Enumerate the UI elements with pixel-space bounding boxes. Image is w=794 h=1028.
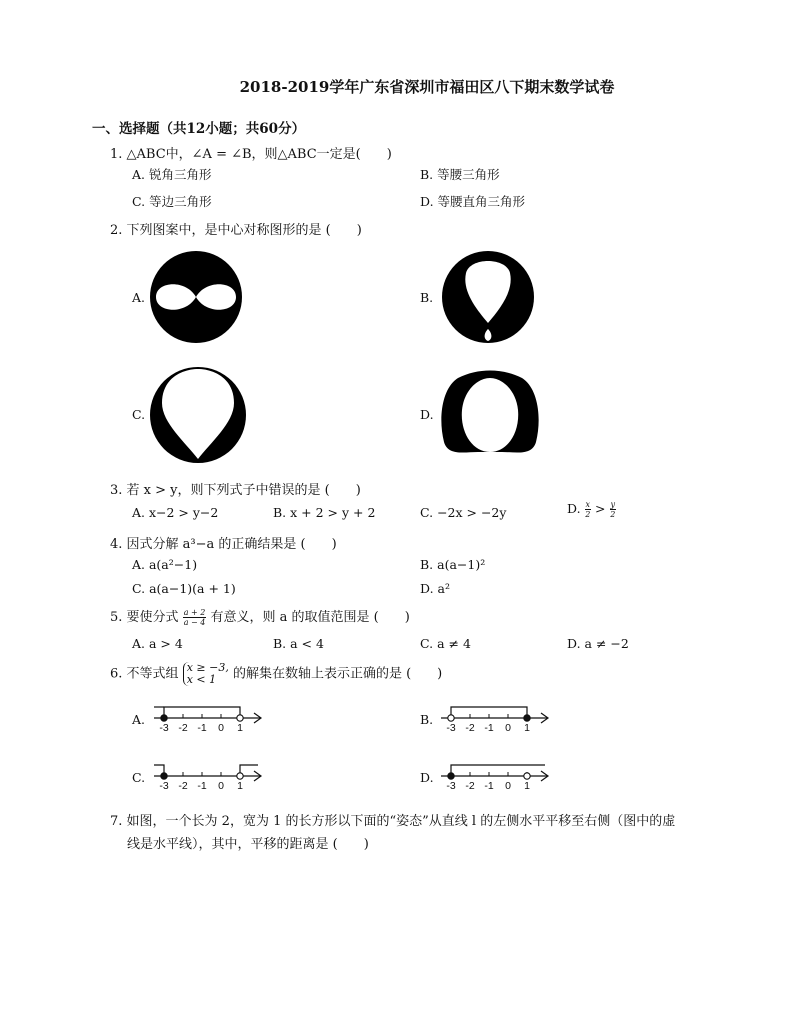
tick-label: -2	[178, 722, 188, 734]
q1-option-b[interactable]: B. 等腰三角形	[420, 167, 500, 182]
q6-option-b-label[interactable]: B.	[420, 712, 434, 727]
tick-label: -1	[484, 722, 494, 734]
tick-label: 1	[524, 780, 530, 792]
figure-drop-circle	[148, 363, 248, 467]
endpoint-1	[237, 715, 243, 721]
q6-option-d-label[interactable]: D.	[420, 770, 434, 785]
q5-option-a[interactable]: A. a > 4	[132, 636, 183, 651]
q5-option-b[interactable]: B. a < 4	[273, 636, 324, 651]
q6-stem-post: 的解集在数轴上表示正确的是 ( )	[232, 666, 443, 682]
tick-label: 0	[218, 780, 224, 792]
q3-d-right-fraction: $\frac{y}{2}$	[610, 500, 616, 519]
q6-option-c-label[interactable]: C.	[132, 770, 146, 785]
figure-arch-blob	[438, 368, 542, 464]
q2-option-a-label[interactable]: A.	[132, 290, 146, 305]
endpoint-minus-3	[448, 715, 454, 721]
q3-d-left-fraction: $\frac{x}{2}$	[585, 500, 591, 519]
tick-label: -3	[159, 780, 169, 792]
tick-label: -2	[465, 722, 475, 734]
tick-label: 0	[218, 722, 224, 734]
figure-infinity-circle	[148, 249, 244, 345]
solution-ray-right	[451, 765, 545, 776]
q3-option-a[interactable]: A. x−2 > y−2	[132, 505, 219, 520]
tick-label: 1	[524, 722, 530, 734]
tick-label: 1	[237, 780, 243, 792]
endpoint-1	[524, 773, 530, 779]
endpoint-minus-3	[448, 773, 454, 779]
q2-stem: 2. 下列图案中，是中心对称图形的是 ( )	[110, 223, 362, 238]
q1-option-d[interactable]: D. 等腰直角三角形	[420, 194, 526, 209]
tick-label: -2	[178, 780, 188, 792]
tick-label: -3	[446, 780, 456, 792]
tick-label: 0	[505, 780, 511, 792]
q2-option-c-label[interactable]: C.	[132, 407, 146, 422]
tick-label: -3	[446, 722, 456, 734]
q3-option-d-label: D.	[567, 501, 581, 516]
q5-fraction: $\frac{a + 2}{a - 4}$	[183, 608, 206, 627]
number-line-c	[150, 756, 270, 796]
q5-option-d[interactable]: D. a ≠ −2	[567, 636, 629, 651]
number-line-b	[437, 698, 557, 738]
q4-option-c[interactable]: C. a(a−1)(a + 1)	[132, 581, 236, 596]
tick-label: -1	[197, 780, 207, 792]
endpoint-1	[237, 773, 243, 779]
tick-label: -3	[159, 722, 169, 734]
endpoint-1	[524, 715, 530, 721]
number-line-d	[437, 756, 557, 796]
tick-label: 0	[505, 722, 511, 734]
q6-option-a-label[interactable]: A.	[132, 712, 146, 727]
q4-option-b[interactable]: B. a(a−1)²	[420, 557, 486, 572]
q3-option-d[interactable]	[567, 500, 616, 519]
number-line-a	[150, 698, 270, 738]
q4-stem: 4. 因式分解 a³−a 的正确结果是 ( )	[110, 537, 337, 552]
q2-option-d-label[interactable]: D.	[420, 407, 434, 422]
q5-stem	[110, 606, 410, 627]
q1-option-a[interactable]: A. 锐角三角形	[132, 167, 212, 182]
q4-option-a[interactable]: A. a(a²−1)	[132, 557, 198, 572]
q6-stem-pre: 6. 不等式组	[110, 666, 179, 682]
endpoint-minus-3	[161, 773, 167, 779]
section-heading: 一、选择题（共12小题；共60分）	[92, 121, 306, 137]
q1-stem: 1. △ABC中，∠A = ∠B，则△ABC一定是( )	[110, 147, 392, 162]
q3-option-b[interactable]: B. x + 2 > y + 2	[273, 505, 376, 520]
page-title: 2018-2019学年广东省深圳市福田区八下期末数学试卷	[239, 78, 615, 96]
q7-line2: 线是水平线），其中，平移的距离是 ( )	[127, 837, 369, 852]
q3-option-c[interactable]: C. −2x > −2y	[420, 505, 507, 520]
q3-d-operator: >	[595, 501, 606, 516]
q3-stem: 3. 若 x > y，则下列式子中错误的是 ( )	[110, 483, 361, 498]
tick-label: -1	[197, 722, 207, 734]
q1-option-c[interactable]: C. 等边三角形	[132, 194, 212, 209]
q6-stem	[110, 662, 442, 686]
endpoint-minus-3	[161, 715, 167, 721]
q6-inequality-system: x ≥ −3, x < 1	[183, 662, 229, 686]
figure-teardrop-circle	[440, 247, 536, 347]
tick-label: 1	[237, 722, 243, 734]
tick-label: -1	[484, 780, 494, 792]
q5-stem-post: 有意义，则 a 的取值范围是 ( )	[210, 610, 410, 625]
q5-option-c[interactable]: C. a ≠ 4	[420, 636, 471, 651]
q5-stem-pre: 5. 要使分式	[110, 610, 179, 625]
q7-line1: 7. 如图，一个长为 2，宽为 1 的长方形以下面的“姿态”从直线 l 的左侧水平平移至右侧（图中的虚	[110, 814, 676, 829]
q2-option-b-label[interactable]: B.	[420, 290, 434, 305]
tick-label: -2	[465, 780, 475, 792]
q4-option-d[interactable]: D. a²	[420, 581, 450, 596]
